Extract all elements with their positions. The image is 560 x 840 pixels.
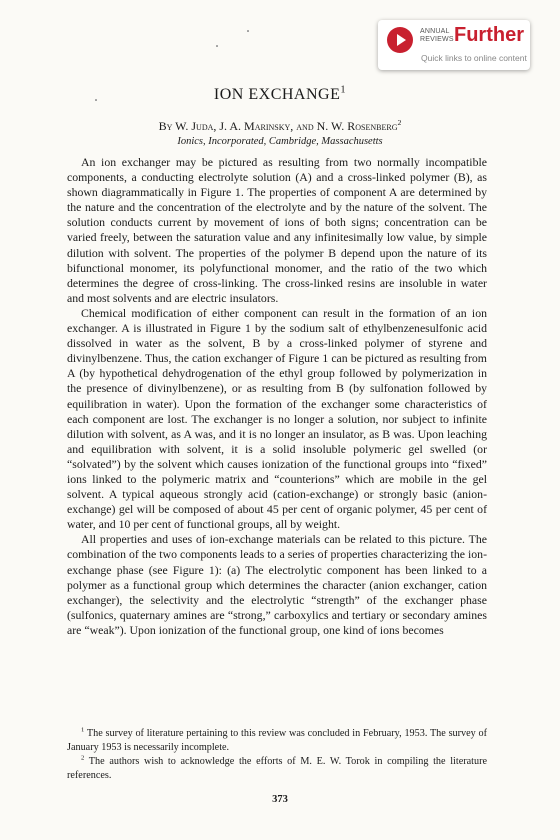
article-authors: By W. Juda, J. A. Marinsky, and N. W. Rosenberg$^2$	[158, 118, 402, 133]
article-body	[67, 155, 487, 638]
footnote: $^1$ The survey of literature pertaining to this review was concluded in February, 1953. The survey of January 1953 is necessarily incomplete.	[67, 726, 487, 753]
article-affiliation: Ionics, Incorporated, Cambridge, Massachusetts	[177, 136, 383, 147]
annual-reviews-logo: ANNUAL REVIEWS	[420, 28, 454, 43]
body-paragraph: Chemical modification of either component can result in the formation of an ion exchanger. A is illustrated in Figure 1 by the sodium salt of ethylbenzenesulfonic acid dissolved in water as the solvent, B by a cross-linked polymer of styrene and divinylbenzene. Thus, the cation exchanger of Figure 1 can be pictured as resulting from A (by hypothetical dehydrogenation of the ethyl group followed by polymerization in the presence of divinylbenzene), or as resulting from B (by sulfonation followed by equilibration in water). Upon the formation of the exchanger some characteristics of each component are lost. The exchanger is no longer a solution, nor subject to infinite dilution with solvent, as A was, and it is no longer an insulator, as B was. Upon leaching and equilibration with solvent, it is a solid insoluble polymeric gel swelled (or “solvated”) by the solvent which causes ionization of the functional groups into “fixed” ions linked to the polymeric matrix and “counterions” which are mobile in the gel solvent. A typical aqueous strongly acid (cation-exchange) or strongly basic (anion-exchange) gel will be composed of about 45 per cent of organic polymer, 45 per cent of water, and 10 per cent of functional groups, all by weight.	[67, 305, 487, 532]
further-subtitle: Quick links to online content	[421, 53, 527, 63]
play-icon	[387, 27, 413, 53]
footnote: $^2$ The authors wish to acknowledge the efforts of M. E. W. Torok in compiling the literature references.	[67, 754, 487, 781]
body-paragraph: An ion exchanger may be pictured as resulting from two normally incompatible components, a conducting electrolyte solution (A) and a cross-linked polymer (B), as shown diagrammatically in Figure 1. The properties of component A are determined by the nature and the concentration of the electrolyte and by the nature of the solvent. The solution conducts current by movement of ions of both signs; concentration can be varied freely, between the saturation value and any infinitesimally low value, by simple dilution with solvent. The properties of the polymer B depend upon the nature of its bifunctional monomer, its polyfunctional monomer, and the ratio of the two which determines the degree of cross-linking. The cross-linked resins are insoluble in water and most solvents and are electric insulators.	[67, 155, 487, 305]
article-title: ION EXCHANGE$^1$	[213, 84, 347, 103]
further-badge[interactable]	[378, 20, 530, 70]
further-wordmark: Further	[454, 24, 524, 46]
scan-speck	[247, 30, 249, 32]
scan-speck	[216, 45, 218, 47]
footnotes	[67, 727, 487, 783]
page-number: 373	[272, 794, 288, 805]
body-paragraph: All properties and uses of ion-exchange materials can be related to this picture. The combination of the two components leads to a series of properties characterizing the ion-exchange phase (see Figure 1): (a) The electrolytic component has been linked to a polymer as a functional group which determines the character (anion exchanger, cation exchanger), the selectivity and the electrolytic “strength” of the exchanger phase (sulfonics, quaternary amines are “strong,” carboxylics and tertiary or secondary amines are “weak”). Upon ionization of the functional group, one kind of ions becomes	[67, 532, 487, 637]
